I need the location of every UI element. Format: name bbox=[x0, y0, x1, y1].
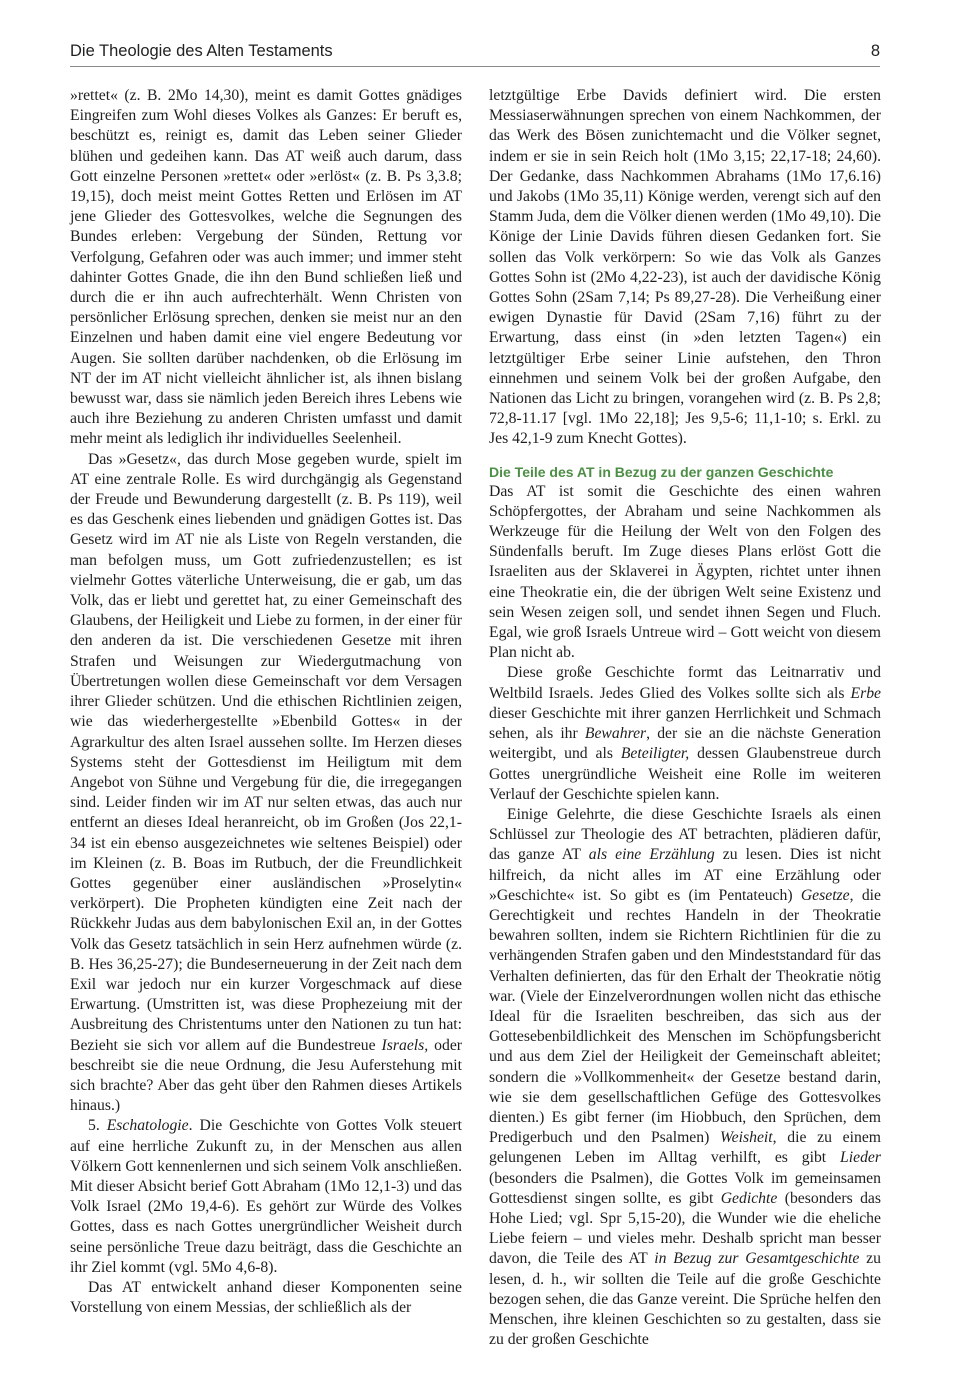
paragraph-worldview: Diese große Geschichte formt das Leitnarrativ und Weltbild Israels. Jedes Glied des Volkes sollte sich als Erbe dieser Geschichte mit ihrer ganzen Herrlichkeit und Schmach sehen, als ihr Bewahrer, der sie an die nächste Generation weitergibt, und als Beteiligter, dessen Glaubenstreue durch Gottes unergründliche Weisheit eine Rolle im weiteren Verlauf der Geschichte spielen kann. bbox=[489, 664, 881, 803]
paragraph-eschatology: 5. Eschatologie. Die Geschichte von Gottes Volk steuert auf eine herrliche Zukunft zu, in der Menschen aus allen Völkern Gott kennenlernen und sich seinem Volk anschließen. Mit dieser Absicht berief Gott Abraham (1Mo 12,1-3) und das Volk Israel (2Mo 19,4-6). Es gehört zur Würde des Volkes Gottes, dass es nach Gottes unergründlicher Weisheit durch seine persönliche Treue dazu beiträgt, dass die Geschichte an ihr Ziel kommt (vgl. 5Mo 4,6-8). bbox=[70, 1117, 462, 1276]
running-header bbox=[70, 40, 880, 67]
right-column bbox=[489, 86, 881, 1350]
paragraph-salvation: »rettet« (z. B. 2Mo 14,30), meint es damit Gottes gnädiges Eingreifen zum Wohl dieses Volkes als Ganzes: Er beruft es, beschützt es, reinigt es, damit das Leben seiner Glieder blühen und gedeihen kann. Das AT weiß auch darum, dass Gott einzelne Personen »rettet« oder »erlöst« (z. B. Ps 3,3.8; 19,15), doch meist meint Gottes Retten und Erlösen im AT jene Glieder des Gottesvolkes, welche die Segnungen des Bundes erleben: Vergebung der Sünden, Rettung vor Verfolgung, Gefahren oder was auch immer; und immer steht dahinter Gottes Gnade, die ihn den Bund schließen ließ und durch die er ihn auch aufrechterhält. Wenn Christen von persönlicher Erlösung sprechen, denken sie meist nur an den Einzelnen und haben damit eine viel engere Bedeutung vor Augen. Sie sollten darüber nachdenken, ob die Erlösung im NT der im AT nicht vielleicht ähnlicher ist, als ihnen bislang bewusst war, dass sie nämlich jeden Bereich ihres Lebens wie auch ihre Beziehung zu anderen Christen umfasst und damit mehr meint als lediglich ihr individuelles Seelenheil. bbox=[70, 87, 462, 448]
paragraph-messiah: letztgültige Erbe Davids definiert wird. Die ersten Messiaserwähnungen sprechen von einem Nachkommen, der das Werk des Bösen zunichtemacht und die Völker segnet, indem er sie in sein Reich holt (1Mo 3,15; 22,17-18; 24,60). Der Gedanke, dass Nachkommen Abrahams (1Mo 17,6.16) und Jakobs (1Mo 35,11) Könige werden, verengt sich auf den Stamm Juda, dem die Völker dienen werden (1Mo 49,10). Die Könige der Linie Davids führen diesen Gedanken fort. Sie sollen das Volk verkörpern: So wie das Volk als Ganzes Gottes Sohn ist (2Mo 4,22-23), ist auch der davidische König Gottes Sohn (2Sam 7,14; Ps 89,27-28). Die Verheißung einer ewigen Dynastie für David (2Sam 7,16) führt zu der Erwartung, dass einst (in »den letzten Tagen«) ein letztgültiger Erbe seiner Linie aufstehen, den Thron einnehmen und seinem Volk bei der großen Aufgabe, den Nationen das Licht zu bringen, vorangehen wird (z. B. Ps 2,8; 72,8-11.17 [vgl. 1Mo 22,18]; Jes 9,5-6; 11,1-10; s. Erkl. zu Jes 42,1-9 zum Knecht Gottes). bbox=[489, 87, 881, 448]
paragraph-story: Das AT ist somit die Geschichte des einen wahren Schöpfergottes, der Abraham und seine Nachkommen als Werkzeuge für die Heilung der Welt von den Folgen des Sündenfalls beruft. Im Zuge dieses Plans erlöst Gott die Israeliten aus der Sklaverei in Ägypten, richtet unter ihnen eine Theokratie ein, die der übrigen Welt seine Existenz und sein Wesen zeigen soll, und sendet ihnen Segen und Fluch. Egal, wie groß Israels Untreue wird – Gott weicht von diesem Plan nicht ab. bbox=[489, 482, 881, 662]
left-column bbox=[70, 86, 462, 1318]
paragraph-law: Das »Gesetz«, das durch Mose gegeben wurde, spielt im AT eine zentrale Rolle. Es wird durchgängig als Gegenstand der Freude und Bewunderung dargestellt (z. B. Ps 119), weil es das Geschenk eines liebenden und gnädigen Gottes ist. Das Gesetz wird im AT nie als Liste von Regeln verstanden, die man befolgen muss, um Gott zufriedenzustellen; es ist vielmehr Gottes väterliche Unterweisung, die er gab, um das Volk, das er liebt und gerettet hat, zu einer Gemeinschaft des Glaubens, der Heiligkeit und Liebe zu formen, in der einer für den anderen da ist. Die verschiedenen Gesetze mit ihren Strafen und Weisungen zur Wiedergutmachung von Übertretungen wollen diese Gemeinschaft vor dem Versagen ihrer Glieder schützen. Und die ethischen Richtlinien zeigen, wie das wiederhergestellte »Ebenbild Gottes« in der Agrarkultur des alten Israel aussehen sollte. Im Herzen dieses Systems steht der Gottesdienst im Heiligtum mit dem Angebot von Sühne und Vergebung für die, die irregegangen sind. Leider finden wir im AT nur selten etwas, das auch nur entfernt an dieses Ideal heranreicht, ob im Großen (Jos 22,1-34 ist ein ebenso ausgezeichnetes wie seltenes Beispiel) oder im Kleinen (z. B. Boas im Rutbuch, der die Freundlichkeit Gottes gegenüber einer ausländischen »Proselytin« verkörpert). Die Propheten kündigten eine Zeit nach der Rückkehr Judas aus dem babylonischen Exil an, in der Gottes Volk das Gesetz tatsächlich in sein Herz aufnehmen würde (z. B. Hes 36,25-27); die Bundeserneuerung in der Zeit nach dem Exil war jedoch nur ein kurzer Vorgeschmack auf diese Erwartung. (Umstritten ist, was diese Prophezeiung mit der Ausbreitung des Christentums unter den Nationen zu tun hat: Bezieht sie sich vor allem auf die Bundestreue Israels, oder beschreibt sie die neue Ordnung, die Jesu Auferstehung mit sich brachte? Aber das geht über den Rahmen dieses Artikels hinaus.) bbox=[70, 450, 463, 1115]
section-heading: Die Teile des AT in Bezug zu der ganzen Geschichte bbox=[489, 463, 834, 480]
paragraph-genres: Einige Gelehrte, die diese Geschichte Israels als einen Schlüssel zur Theologie des AT betrachten, plädieren dafür, das ganze AT als eine Erzählung zu lesen. Dies ist nicht hilfreich, da nicht alles im AT eine Erzählung oder »Geschichte« ist. So gibt es (im Pentateuch) Gesetze, die Gerechtigkeit und rechtes Handeln in der Theokratie bewahren sollten, indem sie Richtern Richtlinien für die zu verhängenden Strafen gaben und den Mindeststandard für das Verhalten definierten, das für den Erhalt der Theokratie nötig war. (Viele der Einzelverordnungen wollen nicht das ethische Ideal für die Israeliten beschreiben, das sich aus der Gottesebenbildlichkeit des Menschen im Schöpfungsbericht und aus dem Ziel der Heiligkeit der Gemeinschaft ableitet; sondern die »Vollkommenheit« der Gesetze bestand darin, wie sie dem gesellschaftlichen Gefüge des Gottesvolkes dienten.) Es gibt ferner (im Hiobbuch, den Sprüchen, dem Predigerbuch und den Psalmen) Weisheit, die zu einem gelungenen Leben im Alltag verhilft, es gibt Lieder (besonders die Psalmen), die Gottes Volk im gemeinsamen Gottesdienst singen sollte, es gibt Gedichte (besonders das Hohe Lied; vgl. Spr 5,15-20), die Wunder wie die eheliche Liebe feiern – und vieles mehr. Deshalb spricht man besser davon, die Teile des AT in Bezug zur Gesamtgeschichte zu lesen, d. h., wir sollten die Teile auf die große Geschichte bezogen sehen, die das Ganze vereint. Die Sprüche helfen den Menschen, ihre kleinen Geschichten so zu gestalten, dass sie zu der großen Geschichte bbox=[489, 805, 882, 1349]
running-title: Die Theologie des Alten Testaments bbox=[70, 42, 333, 60]
page-number: 8 bbox=[870, 42, 880, 60]
paragraph-messiah-intro: Das AT entwickelt anhand dieser Komponenten seine Vorstellung von einem Messias, der schließlich als der bbox=[70, 1278, 462, 1317]
